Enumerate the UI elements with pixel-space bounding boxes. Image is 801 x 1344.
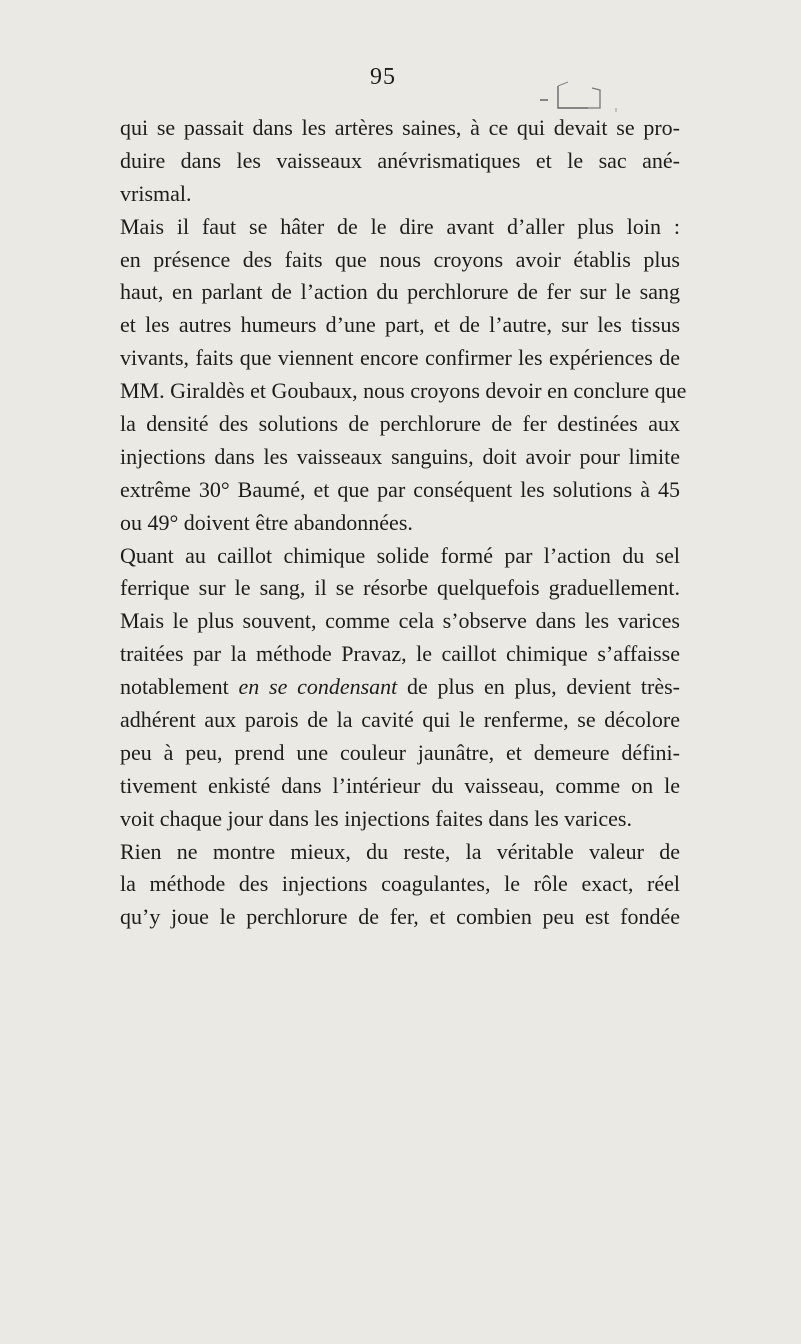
text-line: vivants, faits que viennent encore confirmer les expériences de: [120, 345, 680, 371]
text-line: la densité des solutions de perchlorure de fer destinées aux: [120, 411, 680, 437]
paragraph: [120, 211, 687, 540]
text-line: adhérent aux parois de la cavité qui le renferme, se décolore: [120, 707, 680, 733]
text-line: injections dans les vaisseaux sanguins, doit avoir pour limite: [120, 443, 680, 469]
text-line: haut, en parlant de l’action du perchlorure de fer sur le sang: [120, 279, 680, 305]
italic-phrase: en se condensant: [238, 674, 398, 700]
text-line: duire dans les vaisseaux anévrismatiques et le sac ané-: [120, 147, 680, 173]
text-line: ferrique sur le sang, il se résorbe quelquefois graduellement.: [120, 575, 680, 601]
text-line: la méthode des injections coagulantes, le rôle exact, réel: [120, 871, 680, 897]
text-line: Quant au caillot chimique solide formé par l’action du sel: [120, 542, 680, 568]
text-line-with-italic: notablement en se condensant de plus en plus, devient très-: [120, 674, 680, 700]
paragraph: [120, 112, 680, 211]
body-text: [120, 112, 687, 934]
text-line: qu’y joue le perchlorure de fer, et combien peu est fondée: [120, 904, 680, 930]
paragraph: [120, 836, 680, 935]
text-line: traitées par la méthode Pravaz, le caillot chimique s’affaisse: [120, 641, 680, 667]
text-line: en présence des faits que nous croyons avoir établis plus: [120, 246, 680, 272]
library-stamp-mark: [540, 78, 678, 112]
text-line: ou 49° doivent être abandonnées.: [120, 509, 413, 535]
text-line: Mais le plus souvent, comme cela s’observe dans les varices: [120, 608, 680, 634]
page-number: 95: [370, 64, 396, 90]
text-line: voit chaque jour dans les injections faites dans les varices.: [120, 805, 632, 831]
text-line: MM. Giraldès et Goubaux, nous croyons devoir en conclure que: [120, 378, 687, 404]
paragraph: [120, 540, 680, 836]
text-line: vrismal.: [120, 180, 192, 206]
text-line: Rien ne montre mieux, du reste, la véritable valeur de: [120, 838, 680, 864]
text-line: Mais il faut se hâter de le dire avant d’aller plus loin :: [120, 213, 680, 239]
text-line: tivement enkisté dans l’intérieur du vaisseau, comme on le: [120, 772, 680, 798]
text-line: et les autres humeurs d’une part, et de l’autre, sur les tissus: [120, 312, 680, 338]
text-line: qui se passait dans les artères saines, à ce qui devait se pro-: [120, 115, 680, 140]
text-line: extrême 30° Baumé, et que par conséquent les solutions à 45: [120, 476, 680, 502]
text-line: peu à peu, prend une couleur jaunâtre, et demeure défini-: [120, 739, 680, 765]
